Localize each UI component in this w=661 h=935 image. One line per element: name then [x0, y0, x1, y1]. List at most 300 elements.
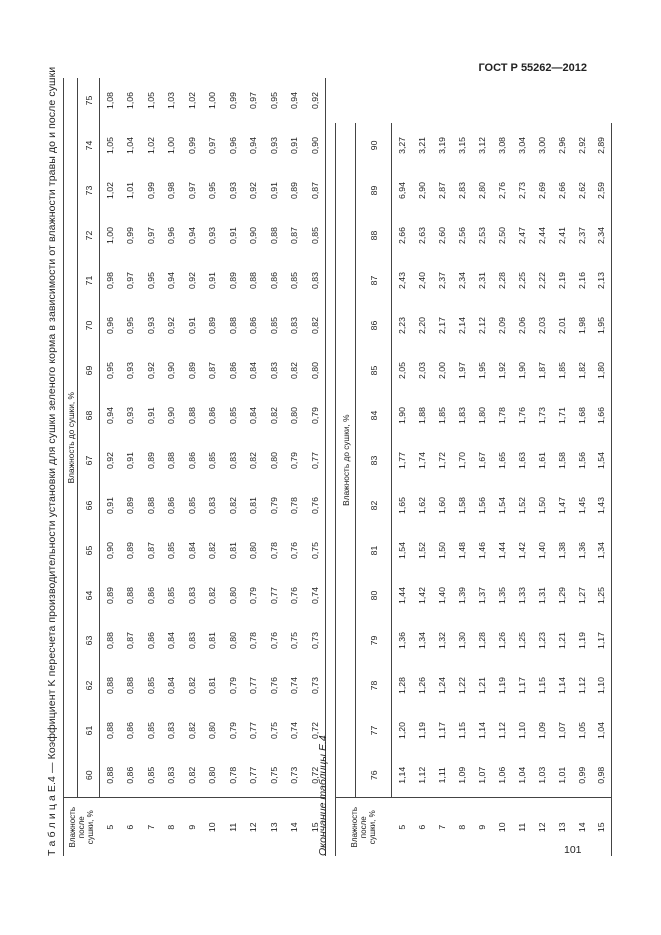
table-cell: 2,23 — [396, 317, 407, 334]
table-cell: 0,91 — [227, 227, 238, 244]
row-label: 8 — [161, 798, 182, 856]
table-cell: 0,82 — [186, 722, 197, 739]
table-cell: 1,04 — [125, 137, 136, 154]
column-header: 68 — [78, 393, 100, 438]
table-cell: 1,48 — [456, 542, 467, 559]
table-cell: 2,53 — [476, 227, 487, 244]
table-cell: 0,82 — [207, 587, 218, 604]
table-cell: 0,95 — [125, 317, 136, 334]
table-cell: 0,83 — [186, 632, 197, 649]
table-cell: 1,19 — [576, 632, 587, 649]
column-header: 84 — [356, 393, 392, 438]
table-cell: 2,12 — [476, 317, 487, 334]
table-cell: 0,89 — [105, 587, 115, 604]
table-row — [264, 78, 285, 856]
table-cell: 0,95 — [268, 92, 279, 109]
table-cell: 1,25 — [516, 632, 527, 649]
table-cell: 0,78 — [289, 497, 300, 514]
table-cell: 1,65 — [396, 497, 407, 514]
table-cell: 1,97 — [456, 362, 467, 379]
column-header: 89 — [356, 168, 392, 213]
table-cell: 1,17 — [596, 632, 607, 649]
table-cell: 1,34 — [416, 632, 427, 649]
table-cell: 0,73 — [309, 632, 320, 649]
table-cell: 2,92 — [576, 136, 587, 154]
table-cell: 1,04 — [596, 722, 607, 739]
table-cell: 0,90 — [166, 362, 177, 379]
table-cell: 2,66 — [396, 227, 407, 244]
table-cell: 1,05 — [105, 137, 115, 154]
row-label: 15 — [592, 798, 612, 856]
table-cell: 0,75 — [289, 632, 300, 649]
table-cell: 1,05 — [576, 722, 587, 739]
table-cell: 0,78 — [268, 542, 279, 559]
table-cell: 2,63 — [416, 227, 427, 244]
table-cell: 0,86 — [227, 362, 238, 379]
table-cell: 2,89 — [596, 136, 607, 154]
table-cell: 1,44 — [496, 542, 507, 559]
table-cell: 0,85 — [309, 227, 320, 244]
table-cell: 6,94 — [396, 182, 407, 199]
table-cell: 1,80 — [476, 407, 487, 424]
column-header: 60 — [78, 753, 100, 798]
table-cell: 0,82 — [207, 542, 218, 559]
table-cell: 1,45 — [576, 497, 587, 514]
table-cell: 0,97 — [145, 227, 156, 244]
table-cell: 1,88 — [416, 407, 427, 424]
table-cell: 2,40 — [416, 272, 427, 289]
table-cell: 0,82 — [289, 362, 300, 379]
table-cell: 0,79 — [227, 677, 238, 694]
table-cell: 0,89 — [289, 182, 300, 199]
table-cell: 0,85 — [166, 542, 177, 559]
table-row — [472, 123, 492, 856]
table-row — [392, 123, 412, 856]
table-cell: 3,21 — [416, 136, 427, 154]
table-cell: 0,92 — [145, 362, 156, 379]
table-cell: 1,38 — [556, 542, 567, 559]
table-cell: 1,26 — [496, 632, 507, 649]
table-cell: 0,89 — [145, 452, 156, 469]
row-label: 13 — [552, 798, 572, 856]
stub-header-line: сушки, % — [86, 810, 96, 845]
table-cell: 0,77 — [248, 722, 259, 739]
table-cell: 1,24 — [436, 677, 447, 694]
group-header: Влажность до сушки, % — [336, 123, 356, 798]
column-header: 74 — [78, 123, 100, 168]
table-cell: 2,25 — [516, 272, 527, 289]
table-cell: 0,78 — [227, 766, 238, 784]
column-header: 87 — [356, 258, 392, 303]
table-cell: 0,84 — [186, 542, 197, 559]
table-cell: 0,73 — [289, 766, 300, 784]
column-header: 76 — [356, 753, 392, 798]
table-cell: 2,76 — [496, 182, 507, 199]
table-cell: 2,34 — [456, 272, 467, 289]
table-cell: 0,94 — [289, 92, 300, 109]
table-row — [223, 78, 244, 856]
table-cell: 2,83 — [456, 182, 467, 199]
group-header: Влажность до сушки, % — [64, 78, 78, 798]
table-cell: 1,54 — [596, 452, 607, 469]
table-cell: 0,83 — [309, 272, 320, 289]
table-cell: 2,19 — [556, 272, 567, 289]
table-cell: 0,77 — [248, 766, 259, 784]
table-cell: 1,32 — [436, 632, 447, 649]
table-cell: 1,20 — [396, 722, 407, 739]
table-cell: 0,88 — [186, 407, 197, 424]
table-cell: 0,90 — [248, 227, 259, 244]
table-cell: 0,97 — [125, 272, 136, 289]
table-cell: 1,27 — [576, 587, 587, 604]
table-cell: 0,90 — [105, 542, 115, 559]
column-header: 79 — [356, 618, 392, 663]
table-cell: 0,88 — [268, 227, 279, 244]
table-cell: 2,62 — [576, 182, 587, 199]
table-row — [141, 78, 162, 856]
table-cell: 1,28 — [476, 632, 487, 649]
table-cell: 0,87 — [145, 542, 156, 559]
table-row — [432, 123, 452, 856]
column-header: 81 — [356, 528, 392, 573]
table-cell: 0,77 — [248, 677, 259, 694]
table-cell: 1,76 — [516, 407, 527, 424]
table-cell: 0,89 — [125, 542, 136, 559]
table-cell: 1,11 — [436, 767, 447, 784]
table-cell: 0,75 — [268, 722, 279, 739]
table-cell: 3,15 — [456, 136, 467, 154]
table-cell: 1,90 — [516, 362, 527, 379]
table-cell: 0,88 — [145, 497, 156, 514]
table-cell: 1,03 — [166, 92, 177, 109]
table-cell: 2,14 — [456, 317, 467, 334]
table-caption: Т а б л и ц а Е.4 — Коэффициент K пересчета производительности установки для сушки зеленого корма в зависимости от влажности травы до и после сушки — [46, 66, 58, 856]
table-cell: 0,99 — [186, 137, 197, 154]
table-cell: 0,94 — [248, 137, 259, 154]
table-cell: 0,82 — [268, 407, 279, 424]
column-header: 77 — [356, 708, 392, 753]
column-header: 67 — [78, 438, 100, 483]
table-cell: 0,95 — [207, 182, 218, 199]
table-cell: 3,19 — [436, 136, 447, 154]
table-cell: 0,77 — [268, 587, 279, 604]
table-cell: 2,06 — [516, 317, 527, 334]
table-cell: 0,76 — [309, 497, 320, 514]
stub-header-line: Влажность — [68, 807, 78, 848]
table-row — [284, 78, 305, 856]
table-cell: 1,61 — [536, 452, 547, 469]
table-cell: 1,34 — [596, 542, 607, 559]
table-cell: 0,80 — [289, 407, 300, 424]
table-cell: 2,96 — [556, 136, 567, 154]
table-cell: 1,21 — [476, 677, 487, 694]
table-cell: 0,85 — [268, 317, 279, 334]
table-cell: 0,77 — [309, 452, 320, 469]
table-cell: 0,94 — [105, 407, 115, 424]
table-cell: 0,82 — [227, 497, 238, 514]
table-cell: 0,90 — [166, 407, 177, 424]
table-cell: 0,86 — [186, 452, 197, 469]
table-cell: 1,56 — [476, 497, 487, 514]
table-cell: 1,22 — [456, 677, 467, 694]
table-cell: 0,93 — [227, 182, 238, 199]
table-cell: 2,73 — [516, 182, 527, 199]
table-cell: 0,81 — [207, 632, 218, 649]
table-cell: 3,08 — [496, 136, 507, 154]
table-row — [100, 78, 121, 856]
table-cell: 1,02 — [145, 137, 156, 154]
table-cell: 0,91 — [268, 182, 279, 199]
table-cell: 1,92 — [496, 362, 507, 379]
table-cell: 0,99 — [145, 182, 156, 199]
table-cell: 0,93 — [145, 317, 156, 334]
table-cell: 0,79 — [227, 722, 238, 739]
table-cell: 0,87 — [289, 227, 300, 244]
table-row — [492, 123, 512, 856]
page-number: 101 — [564, 844, 582, 856]
table-cell: 0,73 — [309, 677, 320, 694]
table-cell: 2,22 — [536, 272, 547, 289]
table-cell: 0,97 — [186, 182, 197, 199]
table-cell: 2,37 — [576, 227, 587, 244]
table-cell: 2,00 — [436, 362, 447, 379]
row-label: 5 — [100, 798, 121, 856]
table-cell: 0,99 — [125, 227, 136, 244]
table-cell: 1,00 — [166, 137, 177, 154]
table-cell: 0,98 — [596, 766, 607, 784]
column-header: 70 — [78, 303, 100, 348]
table-cell: 0,88 — [227, 317, 238, 334]
table-cell: 0,96 — [227, 137, 238, 154]
table-cell: 3,00 — [536, 136, 547, 154]
table-cell: 0,75 — [268, 766, 279, 784]
table-cell: 0,91 — [125, 452, 136, 469]
table-cell: 0,86 — [125, 722, 136, 739]
row-label: 13 — [264, 798, 285, 856]
table-cell: 0,88 — [248, 272, 259, 289]
table-cell: 2,05 — [396, 362, 407, 379]
table-cell: 1,66 — [596, 407, 607, 424]
table-cell: 0,83 — [166, 722, 177, 739]
table-cell: 0,82 — [248, 452, 259, 469]
column-header: 62 — [78, 663, 100, 708]
table-cell: 1,73 — [536, 407, 547, 424]
column-header-row — [78, 78, 100, 856]
table-cell: 1,50 — [436, 542, 447, 559]
table-cell: 2,17 — [436, 317, 447, 334]
column-header: 85 — [356, 348, 392, 393]
table-cell: 0,83 — [207, 497, 218, 514]
column-header: 66 — [78, 483, 100, 528]
table-cell: 0,86 — [166, 497, 177, 514]
table-cell: 0,93 — [125, 407, 136, 424]
table-cell: 0,89 — [207, 317, 218, 334]
table-cell: 1,58 — [456, 497, 467, 514]
table-cell: 1,14 — [556, 677, 567, 694]
table-cell: 0,88 — [105, 677, 115, 694]
table-cell: 1,70 — [456, 452, 467, 469]
table-cell: 0,89 — [227, 272, 238, 289]
table-cell: 0,81 — [227, 542, 238, 559]
stub-header-line: Влажность — [350, 807, 360, 848]
table-cell: 0,85 — [145, 766, 156, 784]
table-cell: 0,81 — [248, 497, 259, 514]
table-cell: 1,62 — [416, 497, 427, 514]
table-cell: 0,86 — [145, 632, 156, 649]
table-cell: 1,06 — [125, 92, 136, 109]
table-row — [552, 123, 572, 856]
table-cell: 0,95 — [145, 272, 156, 289]
table-cell: 0,78 — [248, 632, 259, 649]
table-cell: 1,12 — [576, 677, 587, 694]
table-cell: 1,54 — [396, 542, 407, 559]
table-cell: 0,86 — [207, 407, 218, 424]
table-cell: 2,56 — [456, 227, 467, 244]
table-cell: 1,29 — [556, 587, 567, 604]
table-cell: 1,21 — [556, 632, 567, 649]
table-cell: 0,80 — [227, 632, 238, 649]
row-label: 7 — [141, 798, 162, 856]
table-cell: 2,87 — [436, 182, 447, 199]
table-cell: 0,79 — [268, 497, 279, 514]
row-label: 9 — [472, 798, 492, 856]
table-cell: 0,91 — [186, 317, 197, 334]
column-header: 80 — [356, 573, 392, 618]
table-row — [182, 78, 203, 856]
table-cell: 0,91 — [105, 497, 115, 514]
table-cell: 0,72 — [309, 766, 320, 784]
table-cell: 0,74 — [289, 722, 300, 739]
table-cell: 0,91 — [207, 272, 218, 289]
table-cell: 0,97 — [207, 137, 218, 154]
table-cell: 0,84 — [248, 407, 259, 424]
table-cell: 1,56 — [576, 452, 587, 469]
table-cell: 1,36 — [576, 542, 587, 559]
table-cell: 0,88 — [125, 587, 136, 604]
table-cell: 1,19 — [496, 677, 507, 694]
table-cell: 1,67 — [476, 452, 487, 469]
table-cell: 1,65 — [496, 452, 507, 469]
row-label: 5 — [392, 798, 412, 856]
table-cell: 0,85 — [289, 272, 300, 289]
table-cell: 1,71 — [556, 407, 567, 424]
table-cell: 1,05 — [145, 92, 156, 109]
table-cell: 0,94 — [186, 227, 197, 244]
row-label: 6 — [120, 798, 141, 856]
table-cell: 1,28 — [396, 677, 407, 694]
column-header: 90 — [356, 123, 392, 168]
column-header: 69 — [78, 348, 100, 393]
table-cell: 0,76 — [268, 632, 279, 649]
table-cell: 1,17 — [436, 722, 447, 739]
table-cell: 1,74 — [416, 452, 427, 469]
table-cell: 1,15 — [456, 722, 467, 739]
table-cell: 1,60 — [436, 497, 447, 514]
table-cell: 1,47 — [556, 497, 567, 514]
stub-header — [64, 798, 100, 856]
table-cell: 1,25 — [596, 587, 607, 604]
table-cell: 0,96 — [105, 317, 115, 334]
table-cell: 0,80 — [309, 362, 320, 379]
stub-header-line: после — [359, 816, 369, 839]
table-cell: 1,42 — [416, 587, 427, 604]
table-cell: 0,97 — [248, 92, 259, 109]
table-row — [202, 78, 223, 856]
table-cell: 2,66 — [556, 182, 567, 199]
column-header: 71 — [78, 258, 100, 303]
row-label: 9 — [182, 798, 203, 856]
table-cell: 1,31 — [536, 587, 547, 604]
row-label: 14 — [284, 798, 305, 856]
table-cell: 1,52 — [516, 497, 527, 514]
table-cell: 0,79 — [248, 587, 259, 604]
table-cell: 0,94 — [166, 272, 177, 289]
table-cell: 0,79 — [309, 407, 320, 424]
table-cell: 0,80 — [268, 452, 279, 469]
coefficient-table — [63, 78, 326, 856]
table-cell: 2,03 — [416, 362, 427, 379]
table-cell: 1,78 — [496, 407, 507, 424]
table-cell: 3,04 — [516, 136, 527, 154]
table-cell: 1,26 — [416, 677, 427, 694]
table-cell: 1,17 — [516, 677, 527, 694]
table-cell: 1,50 — [536, 497, 547, 514]
table-cell: 0,98 — [105, 272, 115, 289]
column-header: 86 — [356, 303, 392, 348]
table-cell: 1,10 — [516, 722, 527, 739]
table-cell: 0,92 — [309, 92, 320, 109]
table-cell: 0,76 — [289, 587, 300, 604]
table-row — [532, 123, 552, 856]
table-cell: 2,01 — [556, 317, 567, 334]
column-header: 63 — [78, 618, 100, 663]
column-header: 73 — [78, 168, 100, 213]
table-cell: 1,72 — [436, 452, 447, 469]
table-cell: 2,41 — [556, 227, 567, 244]
table-cell: 2,50 — [496, 227, 507, 244]
table-cell: 1,07 — [556, 722, 567, 739]
table-row — [572, 123, 592, 856]
stub-header — [336, 798, 392, 856]
table-cell: 0,85 — [166, 587, 177, 604]
table-cell: 0,93 — [268, 137, 279, 154]
table-cell: 1,83 — [456, 407, 467, 424]
table-cell: 0,93 — [207, 227, 218, 244]
row-label: 11 — [223, 798, 244, 856]
table-cell: 0,85 — [145, 722, 156, 739]
table-cell: 1,04 — [516, 766, 527, 784]
table-cell: 1,46 — [476, 542, 487, 559]
table-cell: 1,82 — [576, 362, 587, 379]
column-header-row — [356, 123, 392, 856]
table-cell: 1,00 — [105, 227, 115, 244]
table-cell: 2,34 — [596, 227, 607, 244]
table-cell: 1,00 — [207, 92, 218, 109]
row-label: 10 — [202, 798, 223, 856]
table-cell: 1,85 — [436, 407, 447, 424]
table-cell: 1,95 — [476, 362, 487, 379]
table-cell: 1,03 — [536, 766, 547, 784]
table-cell: 1,01 — [125, 182, 136, 199]
table-row — [452, 123, 472, 856]
table-cell: 2,59 — [596, 182, 607, 199]
table-cell: 0,87 — [309, 182, 320, 199]
table-cell: 2,31 — [476, 272, 487, 289]
table-cell: 0,76 — [289, 542, 300, 559]
table-cell: 0,72 — [309, 722, 320, 739]
table-cell: 1,36 — [396, 632, 407, 649]
table-row — [120, 78, 141, 856]
